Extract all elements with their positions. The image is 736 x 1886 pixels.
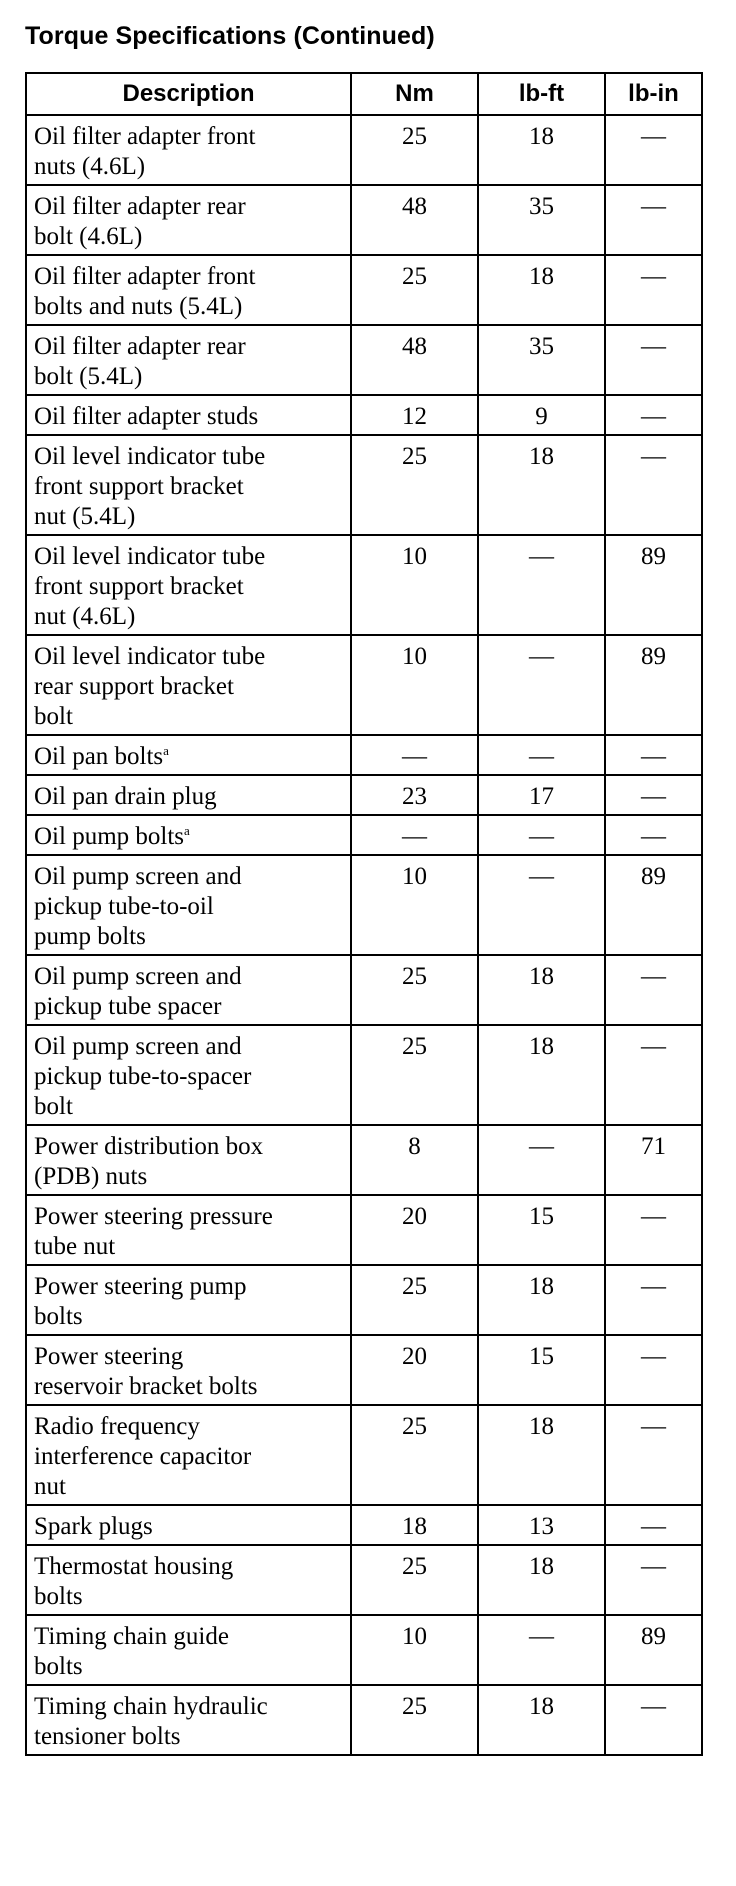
nm-cell: 10: [351, 635, 478, 735]
description-cell: [26, 955, 351, 1025]
footnote-marker: a: [163, 743, 169, 758]
table-row: [26, 775, 702, 815]
nm-cell: 8: [351, 1125, 478, 1195]
page-title: Torque Specifications (Continued): [25, 22, 435, 50]
description-line: pump bolts: [34, 923, 146, 950]
footnote-marker: a: [184, 823, 190, 838]
lbft-cell: 13: [478, 1505, 605, 1545]
description-line: bolts: [34, 1653, 83, 1680]
table-row: [26, 955, 702, 1025]
nm-cell: 48: [351, 325, 478, 395]
torque-spec-table: [25, 72, 703, 1756]
description-cell: [26, 1335, 351, 1405]
description-line: Power distribution box: [34, 1133, 264, 1160]
lbft-cell: 18: [478, 1405, 605, 1505]
description-cell: [26, 1195, 351, 1265]
lbin-cell: —: [605, 1545, 702, 1615]
description-line: Oil filter adapter studs: [34, 403, 259, 430]
description-line: Thermostat housing: [34, 1553, 234, 1580]
description-line: Timing chain guide: [34, 1623, 229, 1650]
table-row: [26, 1025, 702, 1125]
table-row: [26, 855, 702, 955]
table-row: [26, 815, 702, 855]
nm-cell: 25: [351, 115, 478, 185]
lbft-cell: 18: [478, 115, 605, 185]
column-header-description: Description: [26, 73, 351, 115]
column-header-lbft: lb-ft: [478, 73, 605, 115]
description-line: Oil filter adapter rear: [34, 193, 246, 220]
description-line: Oil pan drain plug: [34, 783, 217, 810]
description-cell: [26, 1615, 351, 1685]
table-header: [26, 73, 702, 115]
lbft-cell: 18: [478, 1025, 605, 1125]
lbin-cell: —: [605, 395, 702, 435]
lbft-cell: —: [478, 735, 605, 775]
description-cell: [26, 815, 351, 855]
table-row: [26, 325, 702, 395]
table-row: [26, 185, 702, 255]
lbin-cell: 89: [605, 535, 702, 635]
lbin-cell: —: [605, 1505, 702, 1545]
description-line: front support bracket: [34, 573, 244, 600]
lbft-cell: 35: [478, 325, 605, 395]
table-row: [26, 1405, 702, 1505]
nm-cell: 25: [351, 955, 478, 1025]
table-row: [26, 115, 702, 185]
lbin-cell: —: [605, 1195, 702, 1265]
description-line: front support bracket: [34, 473, 244, 500]
nm-cell: 25: [351, 1685, 478, 1755]
description-line: Power steering: [34, 1343, 184, 1370]
table-row: [26, 1545, 702, 1615]
nm-cell: —: [351, 815, 478, 855]
description-line: nut (5.4L): [34, 503, 136, 530]
description-cell: [26, 735, 351, 775]
lbin-cell: —: [605, 815, 702, 855]
description-line: bolts: [34, 1303, 83, 1330]
nm-cell: 48: [351, 185, 478, 255]
lbin-cell: —: [605, 1405, 702, 1505]
nm-cell: 10: [351, 1615, 478, 1685]
description-line: nut: [34, 1473, 66, 1500]
lbin-cell: —: [605, 325, 702, 395]
description-line: bolt: [34, 1093, 73, 1120]
lbin-cell: —: [605, 435, 702, 535]
description-line: rear support bracket: [34, 673, 234, 700]
nm-cell: 20: [351, 1335, 478, 1405]
table-row: [26, 1685, 702, 1755]
table-row: [26, 1125, 702, 1195]
description-line: tensioner bolts: [34, 1723, 181, 1750]
table-row: [26, 255, 702, 325]
description-line: Timing chain hydraulic: [34, 1693, 268, 1720]
description-line: bolt (4.6L): [34, 223, 143, 250]
nm-cell: 25: [351, 435, 478, 535]
table-row: [26, 395, 702, 435]
lbft-cell: —: [478, 815, 605, 855]
description-cell: [26, 1505, 351, 1545]
description-cell: [26, 635, 351, 735]
description-cell: [26, 435, 351, 535]
description-line: Oil filter adapter front: [34, 123, 256, 150]
description-line: Oil level indicator tube: [34, 643, 266, 670]
description-line: Spark plugs: [34, 1513, 153, 1540]
nm-cell: 25: [351, 1025, 478, 1125]
nm-cell: 25: [351, 1405, 478, 1505]
lbft-cell: —: [478, 635, 605, 735]
description-cell: [26, 325, 351, 395]
lbin-cell: 89: [605, 855, 702, 955]
description-line: Oil filter adapter front: [34, 263, 256, 290]
lbin-cell: —: [605, 1335, 702, 1405]
description-line: bolts: [34, 1583, 83, 1610]
table-row: [26, 435, 702, 535]
lbft-cell: 15: [478, 1195, 605, 1265]
lbin-cell: —: [605, 1685, 702, 1755]
description-line: pickup tube-to-oil: [34, 893, 214, 920]
description-line: pickup tube spacer: [34, 993, 222, 1020]
header-row: [26, 73, 702, 115]
lbin-cell: 89: [605, 635, 702, 735]
lbft-cell: —: [478, 855, 605, 955]
description-line: Power steering pump: [34, 1273, 247, 1300]
description-line: Oil pump bolts: [34, 823, 185, 850]
description-cell: [26, 1025, 351, 1125]
lbft-cell: —: [478, 1615, 605, 1685]
description-line: bolts and nuts (5.4L): [34, 293, 243, 320]
description-cell: [26, 115, 351, 185]
table-row: [26, 535, 702, 635]
lbin-cell: —: [605, 255, 702, 325]
description-line: tube nut: [34, 1233, 116, 1260]
description-line: interference capacitor: [34, 1443, 252, 1470]
lbin-cell: —: [605, 115, 702, 185]
description-line: Oil pump screen and: [34, 1033, 242, 1060]
description-cell: [26, 1125, 351, 1195]
column-header-nm: Nm: [351, 73, 478, 115]
description-line: Radio frequency: [34, 1413, 200, 1440]
table-row: [26, 735, 702, 775]
lbft-cell: 18: [478, 1685, 605, 1755]
description-cell: [26, 535, 351, 635]
description-cell: [26, 1405, 351, 1505]
lbft-cell: 18: [478, 255, 605, 325]
nm-cell: —: [351, 735, 478, 775]
description-cell: [26, 1265, 351, 1335]
description-line: Oil pan bolts: [34, 743, 164, 770]
nm-cell: 10: [351, 535, 478, 635]
table-row: [26, 635, 702, 735]
description-line: bolt (5.4L): [34, 363, 143, 390]
lbft-cell: 35: [478, 185, 605, 255]
description-line: Oil pump screen and: [34, 863, 242, 890]
description-cell: [26, 775, 351, 815]
nm-cell: 25: [351, 1545, 478, 1615]
lbin-cell: —: [605, 1025, 702, 1125]
nm-cell: 18: [351, 1505, 478, 1545]
table-row: [26, 1195, 702, 1265]
lbin-cell: 89: [605, 1615, 702, 1685]
table-row: [26, 1335, 702, 1405]
description-line: pickup tube-to-spacer: [34, 1063, 252, 1090]
lbft-cell: 15: [478, 1335, 605, 1405]
lbin-cell: —: [605, 185, 702, 255]
column-header-lbin: lb-in: [605, 73, 702, 115]
lbft-cell: 18: [478, 1545, 605, 1615]
lbft-cell: 18: [478, 435, 605, 535]
nm-cell: 10: [351, 855, 478, 955]
description-cell: [26, 255, 351, 325]
description-line: Oil filter adapter rear: [34, 333, 246, 360]
lbin-cell: —: [605, 1265, 702, 1335]
nm-cell: 25: [351, 1265, 478, 1335]
lbft-cell: 18: [478, 955, 605, 1025]
description-line: Power steering pressure: [34, 1203, 273, 1230]
nm-cell: 23: [351, 775, 478, 815]
nm-cell: 12: [351, 395, 478, 435]
lbft-cell: —: [478, 1125, 605, 1195]
table-row: [26, 1615, 702, 1685]
lbin-cell: —: [605, 775, 702, 815]
description-cell: [26, 185, 351, 255]
description-line: Oil level indicator tube: [34, 443, 266, 470]
nm-cell: 25: [351, 255, 478, 325]
lbin-cell: 71: [605, 1125, 702, 1195]
description-cell: [26, 1685, 351, 1755]
lbin-cell: —: [605, 955, 702, 1025]
description-line: Oil level indicator tube: [34, 543, 266, 570]
lbft-cell: 18: [478, 1265, 605, 1335]
lbft-cell: —: [478, 535, 605, 635]
table-row: [26, 1505, 702, 1545]
description-line: Oil pump screen and: [34, 963, 242, 990]
nm-cell: 20: [351, 1195, 478, 1265]
table-row: [26, 1265, 702, 1335]
description-line: reservoir bracket bolts: [34, 1373, 258, 1400]
table-body: [26, 115, 702, 1755]
lbft-cell: 17: [478, 775, 605, 815]
description-line: nuts (4.6L): [34, 153, 146, 180]
description-cell: [26, 855, 351, 955]
description-line: nut (4.6L): [34, 603, 136, 630]
description-cell: [26, 395, 351, 435]
description-cell: [26, 1545, 351, 1615]
description-line: bolt: [34, 703, 73, 730]
description-line: (PDB) nuts: [34, 1163, 148, 1190]
lbft-cell: 9: [478, 395, 605, 435]
lbin-cell: —: [605, 735, 702, 775]
